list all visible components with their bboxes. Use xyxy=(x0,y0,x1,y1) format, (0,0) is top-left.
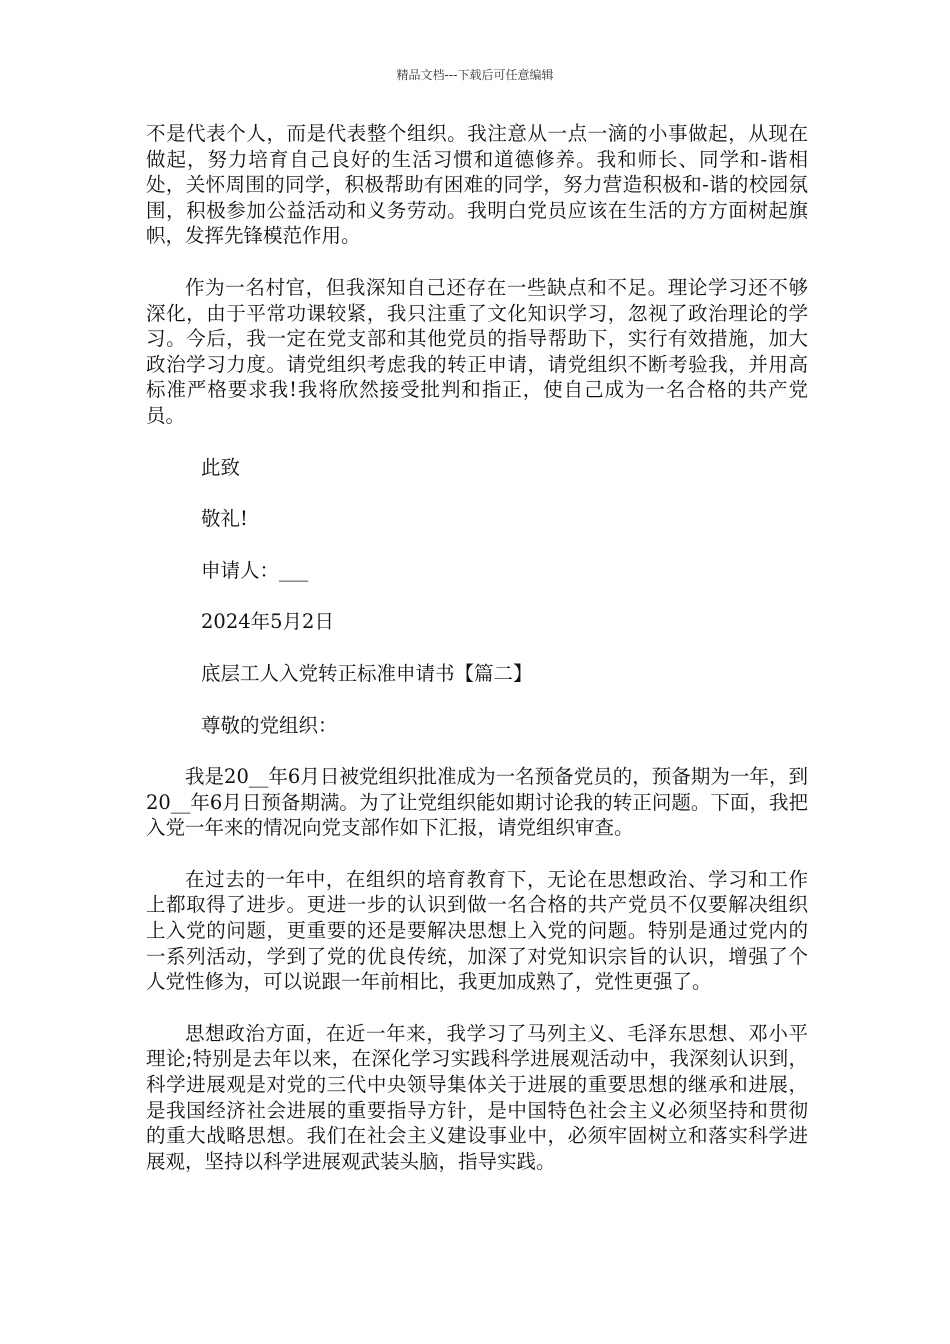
closing-salutation: 此致 xyxy=(201,455,241,479)
paragraph-continuation: 不是代表个人，而是代表整个组织。我注意从一点一滴的小事做起，从现在做起，努力培育自己良好的生活习惯和道德修养。我和师长、同学和-谐相处，关怀周围的同学，积极帮助有困难的同学，努力营造积极和-谐的校园氛围，积极参加公益活动和义务劳动。我明白党员应该在生活的方方面树起旗帜，发挥先锋模范作用。 xyxy=(146,122,808,248)
section-title: 底层工人入党转正标准申请书【篇二】 xyxy=(201,661,533,685)
paragraph-political-thought: 思想政治方面，在近一年来，我学习了马列主义、毛泽东思想、邓小平理论;特别是去年以来，在深化学习实践科学进展观活动中，我深刻认识到，科学进展观是对党的三代中央领导集体关于进展的重要思想的继承和进展，是我国经济社会进展的重要指导方针，是中国特色社会主义必须坚持和贯彻的重大战略思想。我们在社会主义建设事业中，必须牢固树立和落实科学进展观，坚持以科学进展观武装头脑，指导实践。 xyxy=(146,1021,808,1173)
applicant-signature: 申请人：___ xyxy=(201,558,309,582)
document-body xyxy=(146,121,808,1174)
paragraph-intro: 我是20__年6月日被党组织批准成为一名预备党员的，预备期为一年，到20__年6月日预备期满。为了让党组织能如期讨论我的转正问题。下面，我把入党一年来的情况向党支部作如下汇报，请党组织审查。 xyxy=(146,765,808,840)
paragraph-past-year: 在过去的一年中，在组织的培育教育下，无论在思想政治、学习和工作上都取得了进步。更进一步的认识到做一名合格的共产党员不仅要解决组织上入党的问题，更重要的还是要解决思想上入党的问题。特别是通过党内的一系列活动，学到了党的优良传统，加深了对党知识宗旨的认识，增强了个人党性修为，可以说跟一年前相比，我更加成熟了，党性更强了。 xyxy=(146,867,808,994)
letter-greeting: 尊敬的党组织： xyxy=(201,713,338,737)
closing-regards: 敬礼! xyxy=(201,507,248,531)
paragraph-self-assessment: 作为一名村官，但我深知自己还存在一些缺点和不足。理论学习还不够深化，由于平常功课较紧，我只注重了文化知识学习，忽视了政治理论的学习。今后，我一定在党支部和其他党员的指导帮助下，实行有效措施，加大政治学习力度。请党组织考虑我的转正申请，请党组织不断考验我，并用高标准严格要求我!我将欣然接受批判和指正，使自己成为一名合格的共产党员。 xyxy=(146,275,808,427)
page-header: 精品文档---下载后可任意编辑 xyxy=(396,68,554,82)
letter-date: 2024年5月2日 xyxy=(201,610,334,634)
